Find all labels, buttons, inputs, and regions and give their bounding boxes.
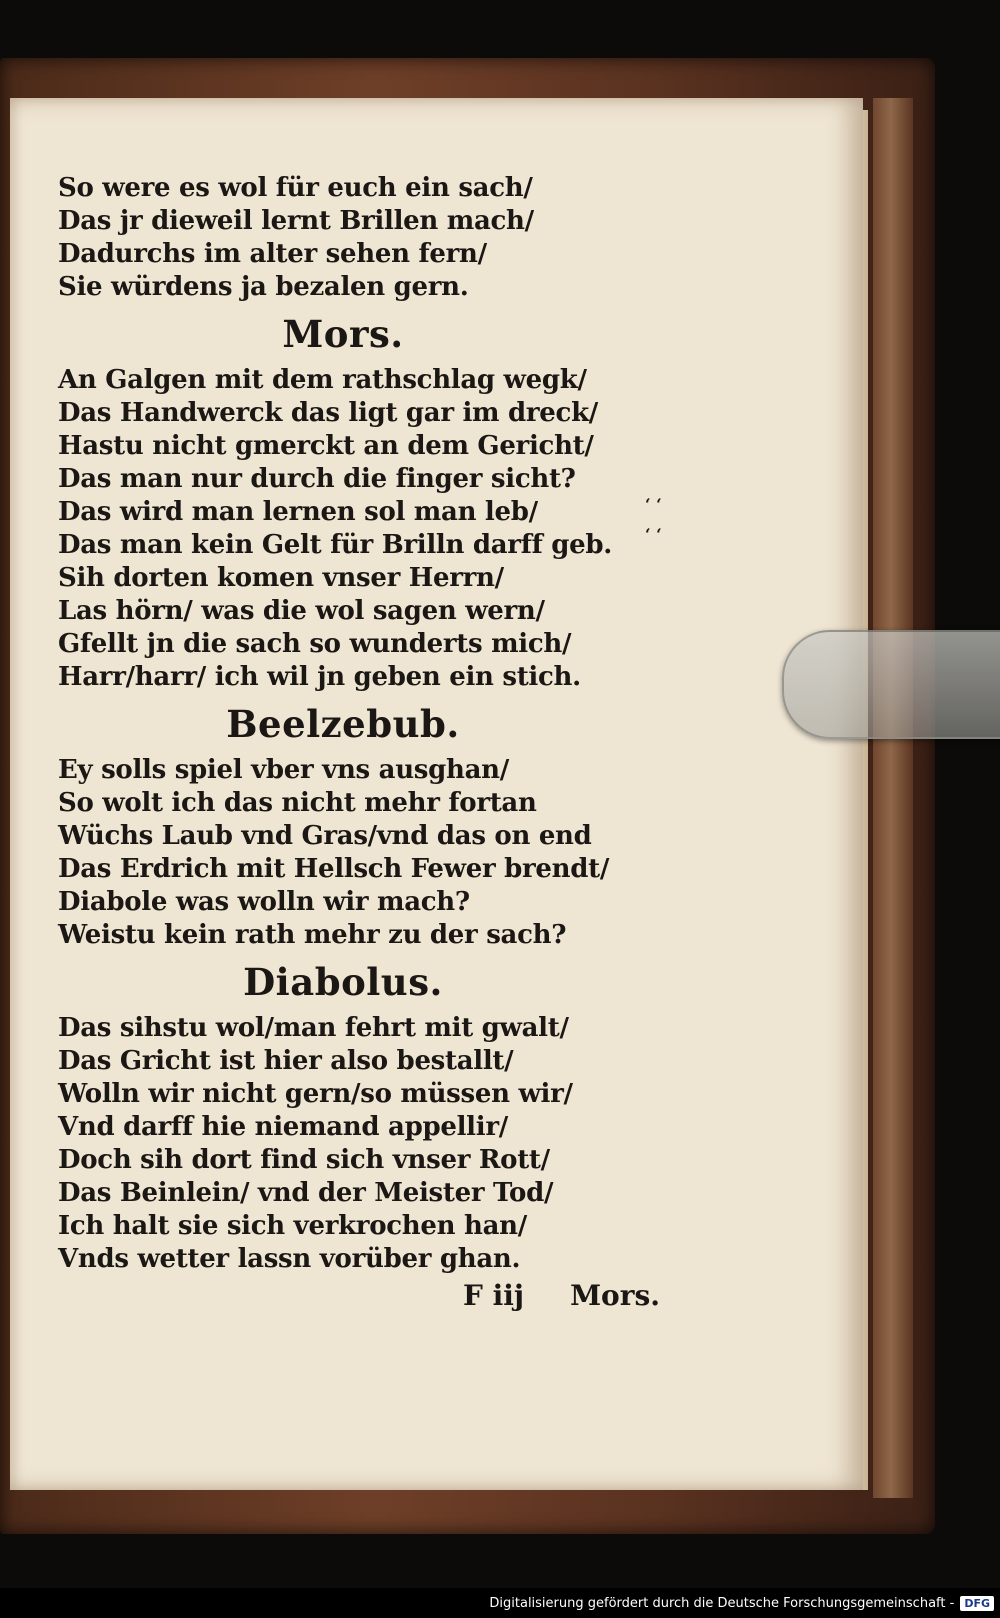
verse-line: Das Erdrich mit Hellsch Fewer brendt/: [58, 854, 610, 884]
verse-line: Hastu nicht gmerckt an dem Gericht/: [58, 431, 594, 461]
verse-line: Ich halt sie sich verkrochen han/: [58, 1211, 527, 1241]
verse-line: Sih dorten komen vnser Herrn/: [58, 563, 504, 593]
speaker-heading: Beelzebub.: [226, 702, 460, 746]
verse-line: Diabole was wolln wir mach?: [58, 887, 470, 917]
verse-line: Vnds wetter lassn vorüber ghan.: [58, 1244, 521, 1274]
verse-line: Wüchs Laub vnd Gras/vnd das on end: [58, 821, 592, 851]
verse-line: Ey solls spiel vber vns ausghan/: [58, 755, 509, 785]
verse-line: Das Handwerck das ligt gar im dreck/: [58, 398, 598, 428]
verse-line: Das jr dieweil lernt Brillen mach/: [58, 206, 534, 236]
book-clip: [782, 630, 1000, 739]
verse-line: Weistu kein rath mehr zu der sach?: [58, 920, 567, 950]
verse-line: Vnd darff hie niemand appellir/: [58, 1112, 508, 1142]
speaker-heading: Diabolus.: [243, 960, 443, 1004]
stanza: [58, 172, 668, 304]
verse-line: Harr/harr/ ich wil jn geben ein stich.: [58, 662, 581, 692]
book-edge: [873, 98, 913, 1498]
stanza: [58, 364, 668, 694]
verse-line: Das man nur durch die finger sicht?: [58, 464, 576, 494]
verse-line: Sie würdens ja bezalen gern.: [58, 272, 469, 302]
verse-line: Wolln wir nicht gern/so müssen wir/: [58, 1079, 573, 1109]
digitization-credit: [0, 1588, 1000, 1618]
verse-line: Doch sih dort find sich vnser Rott/: [58, 1145, 550, 1175]
credit-text: Digitalisierung gefördert durch die Deutsche Forschungsgemeinschaft -: [489, 1595, 955, 1611]
verse-line: Das wird man lernen sol man leb/: [58, 497, 538, 527]
verse-line: Dadurchs im alter sehen fern/: [58, 239, 487, 269]
verse-line: Das man kein Gelt für Brilln darff geb.: [58, 530, 612, 560]
verse-line: So wolt ich das nicht mehr fortan: [58, 788, 537, 818]
verse-line: An Galgen mit dem rathschlag wegk/: [58, 365, 587, 395]
verse-line: Las hörn/ was die wol sagen wern/: [58, 596, 545, 626]
verse-line: Gfellt jn die sach so wunderts mich/: [58, 629, 572, 659]
signature-mark: F iij: [463, 1279, 525, 1312]
page-text: [58, 172, 668, 1316]
margin-marks: ‘ ‘ ‘ ‘: [645, 495, 662, 544]
verse-line: Das Gricht ist hier also bestallt/: [58, 1046, 514, 1076]
verse-line: So were es wol für euch ein sach/: [58, 173, 533, 203]
verse-line: Das sihstu wol/man fehrt mit gwalt/: [58, 1013, 569, 1043]
speaker-heading: Mors.: [282, 312, 404, 356]
stanza: [58, 754, 668, 952]
page-footer: [58, 1276, 668, 1316]
catchword: Mors.: [570, 1279, 660, 1312]
verse-line: Das Beinlein/ vnd der Meister Tod/: [58, 1178, 554, 1208]
stanza: [58, 1012, 668, 1276]
dfg-logo: DFG: [960, 1596, 994, 1611]
